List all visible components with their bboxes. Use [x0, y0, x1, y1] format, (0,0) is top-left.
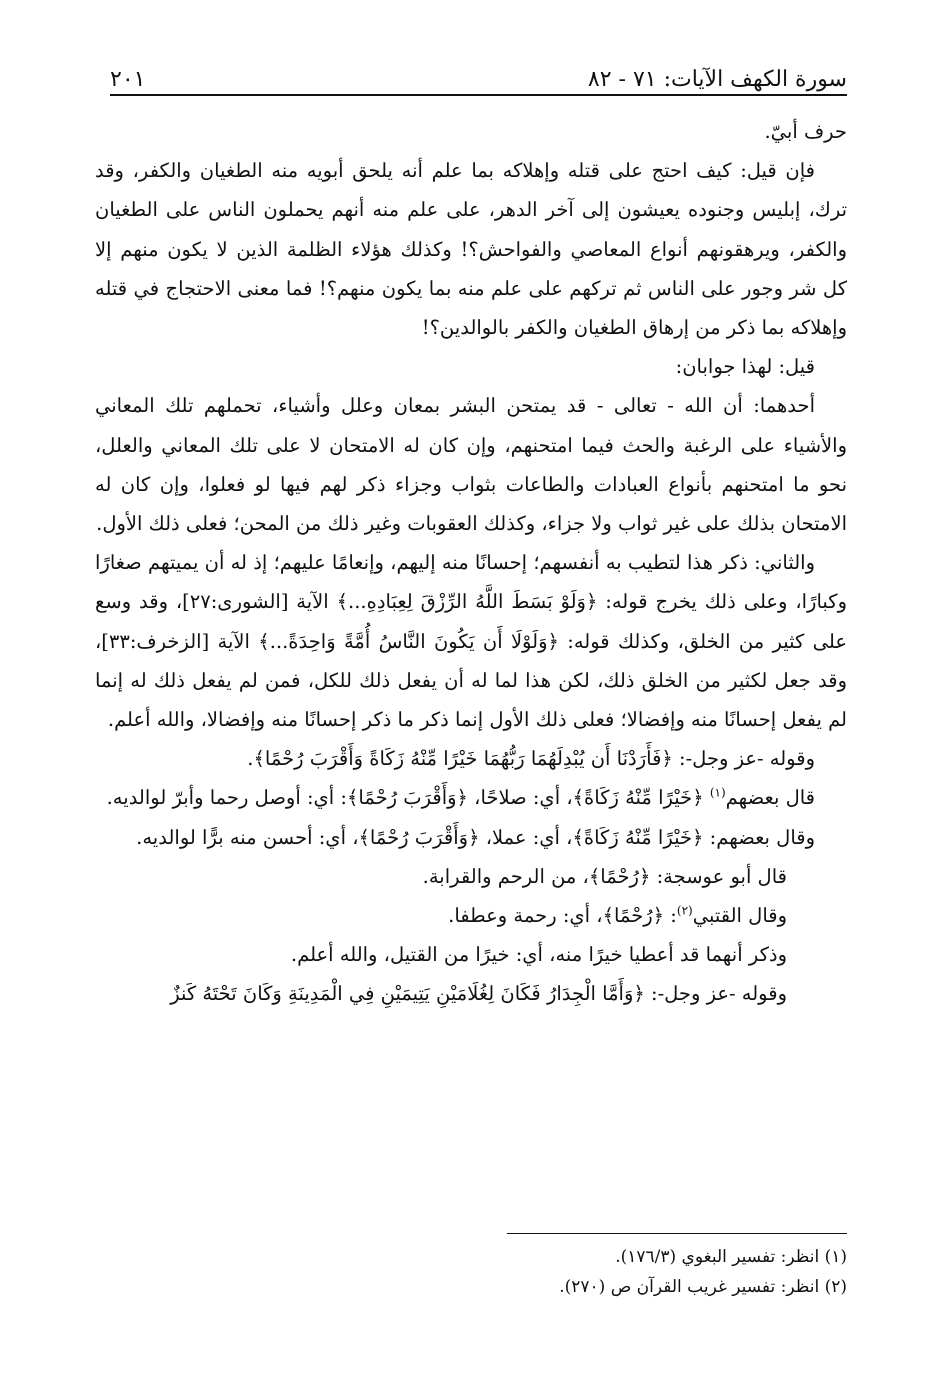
paragraph-10-text-a: وقال القتبي — [692, 904, 787, 928]
paragraph-1: حرف أبيّ. — [764, 120, 847, 143]
paragraph-7 — [95, 778, 847, 817]
paragraph-10-text-b: : ﴿رُحْمًا﴾، أي: رحمة وعطفا. — [448, 904, 677, 928]
paragraph-6: وقوله -عز وجل-: ﴿فَأَرَدْنَا أَن يُبْدِلَهُمَا رَبُّهُمَا خَيْرًا مِّنْهُ زَكَاةً وَأَقْرَبَ رُحْمًا﴾. — [247, 747, 815, 771]
footnote-ref-2: (٢) — [676, 903, 693, 918]
paragraph-5: والثاني: ذكر هذا لتطيب به أنفسهم؛ إحسانًا منه إليهم، وإنعامًا عليهم؛ إذ له أن يميتهم صغارًا وكبارًا، وعلى ذلك يخرج قوله: ﴿وَلَوْ بَسَطَ اللَّهُ الرِّزْقَ لِعِبَادِهِ...﴾ الآية [الشورى:٢٧]، وقد وسع على كثير من الخلق، وكذلك قوله: ﴿وَلَوْلَا أَن يَكُونَ النَّاسُ أُمَّةً وَاحِدَةً...﴾ الآية [الزخرف:٣٣]، وقد جعل لكثير من الخلق ذلك، لكن هذا لما له أن يفعل ذلك للكل، فمن لم يفعل ذلك له إنما لم يفعل إحسانًا منه وإفضالا؛ فعلى ذلك الأول إنما ذكر ما ذكر إحسانًا منه وإفضالا، والله أعلم. — [95, 551, 847, 732]
body-text — [95, 112, 847, 1014]
footnote-2: (٢) انظر: تفسير غريب القرآن ص (٢٧٠). — [559, 1277, 847, 1297]
footnote-ref-1: (١) — [709, 785, 726, 800]
paragraph-11: وذكر أنهما قد أعطيا خيرًا منه، أي: خيرًا من القتيل، والله أعلم. — [290, 943, 787, 967]
paragraph-3: قيل: لهذا جوابان: — [675, 355, 815, 379]
header-rule — [110, 94, 847, 96]
footnotes — [300, 1242, 847, 1302]
running-title: سورة الكهف الآيات: ٧١ - ٨٢ — [587, 67, 847, 92]
paragraph-4: أحدهما: أن الله - تعالى - قد يمتحن البشر بمعان وعلل وأشياء، تحملهم تلك المعاني والأشياء على الرغبة والحث فيما امتحنهم، وإن كان له الامتحان لا على تلك المعاني والعلل، نحو ما امتحنهم بأنواع العبادات والطاعات بثواب وجزاء ذكر لهم فيها لو فعلوا، وإن كان له الامتحان بذلك على غير ثواب ولا جزاء، وكذلك العقوبات وغير ذلك من المحن؛ فعلى ذلك الأول. — [95, 394, 847, 536]
footnote-rule — [507, 1233, 847, 1234]
paragraph-7-text-a: قال بعضهم — [725, 786, 815, 810]
paragraph-7-text-b: ﴿خَيْرًا مِّنْهُ زَكَاةً﴾، أي: صلاحًا، ﴿وَأَقْرَبَ رُحْمًا﴾: أي: أوصل رحما وأبرّ لوالديه. — [106, 786, 710, 810]
page-header — [110, 56, 847, 92]
paragraph-9: قال أبو عوسجة: ﴿رُحْمًا﴾، من الرحم والقرابة. — [422, 864, 787, 888]
page-number: ٢٠١ — [110, 67, 146, 92]
paragraph-8: وقال بعضهم: ﴿خَيْرًا مِّنْهُ زَكَاةً﴾، أي: عملا، ﴿وَأَقْرَبَ رُحْمًا﴾، أي: أحسن منه برًّا لوالديه. — [136, 825, 815, 849]
paragraph-2: فإن قيل: كيف احتج على قتله وإهلاكه بما علم أنه يلحق أبويه منه الطغيان والكفر، وقد ترك، إبليس وجنوده يعيشون إلى آخر الدهر، على علم منه أنهم يحملون الناس على الطغيان والكفر، ويرهقونهم أنواع المعاصي والفواحش؟! وكذلك هؤلاء الظلمة الذين لا يكون منهم إلا كل شر وجور على الناس ثم تركهم على علم منه بما يكون منهم؟! فما معنى الاحتجاج في قتله وإهلاكه بما ذكر من إرهاق الطغيان والكفر بالوالدين؟! — [95, 159, 847, 340]
paragraph-10 — [95, 896, 847, 935]
paragraph-12: وقوله -عز وجل-: ﴿وَأَمَّا الْجِدَارُ فَكَانَ لِغُلَامَيْنِ يَتِيمَيْنِ فِي الْمَدِينَةِ وَكَانَ تَحْتَهُ كَنزٌ — [170, 982, 787, 1006]
footnote-1: (١) انظر: تفسير البغوي (١٧٦/٣). — [615, 1247, 847, 1267]
